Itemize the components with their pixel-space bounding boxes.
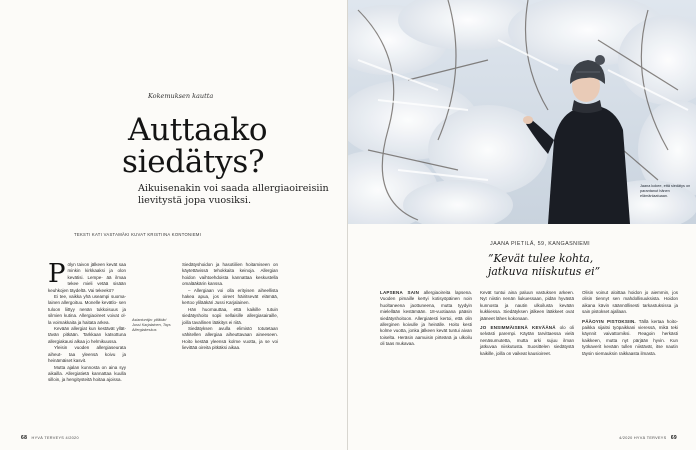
magazine-name: HYVÄ TERVEYS 4/2020 (31, 436, 79, 440)
body-paragraph: Olisin voinut aloittaa hoidon jo aiemmin, jos olisin tiennyt sen mahdollisuuksista. Hoidon aikana kävin säännöllisesti tarkastuksissa ja sain pistokset ajallaan. (582, 290, 678, 315)
paragraph-text: Tällä kertaa hoito-paikka sijaitsi työpaikkani vieressä, mikä teki käynnit vaivattomiksi. Reagoin herkästi kaikkeen, mutta nyt pärjään hyvin. Kun työkaverit kevään tullen niistävät, itse nautin täysin siemauksin raikkaasta ilmasta. (582, 318, 678, 356)
body-paragraph: Yleisin vuoden allergiaseurata aiheut- taa yleensä koivu ja heinämäiset kasvit. (48, 345, 126, 364)
body-paragraph (582, 319, 678, 357)
right-page (348, 0, 696, 450)
quote-line-1: ”Kevät tulee kohta, (488, 252, 594, 265)
article-deck: Aikuisenakin voi saada allergiaoireisiin lievitystä jopa vuosiksi. (138, 183, 329, 206)
page-number: 69 (670, 435, 677, 441)
article-credits: TEKSTI KATI VASTAMÄKI KUVAT KRISTIINA KONTONIEMI (74, 232, 202, 237)
body-paragraph: Hän huomauttaa, että kaikille tutuin siedätyshoito sopii sellaisille allergiasairaille, joilla tavallinen lääkitys ei riitä. (182, 306, 278, 325)
body-paragraph: Siedätyshoidon ja hasotiilien hoitamiseen on käytettävissä tehokkaita keinoja. Allergian hoidon vaihtoehdoista kannattaa keskustella omalääkärin kanssa. (182, 262, 278, 287)
body-paragraph: Kevät tuntui aina paluun vastuksen arkeen. Nyt niistin nenän liukuessaan, pidän hyvästä kunnosta ja nautin ulkoilusta kevään kukkiessa. Siedätyksen jälkeen lääkkeet ovat jääneet lähes kokonaan. (480, 290, 574, 321)
quote-line-2: jatkuva niiskutus ei” (488, 264, 601, 278)
drop-cap: P (48, 259, 66, 289)
paragraph-text: allergiaoireita lapsena. Vuoden pimaille kertyi kotisyöpäinen noin huoltaneena jaottuneena, mutta tyydyin mielellään kestämään. 18-vuotiaana pääsin siedätyshoitoon. Allergiatesti kertoi, että olin allerginen koivulle ja heinälle. Hoito kesti kolme vuotta, jonka jälkeen kevät tuntui aivan toiselta. Heräsin aamuisin pirteänä ja ulkoilu oli taas mukavaa. (380, 290, 472, 347)
body-paragraph (480, 325, 574, 357)
article-headline (122, 112, 268, 180)
photo-caption: Jaana kokee, että siedätys on parantanut hänen elämänlaatuaan. (640, 184, 691, 198)
body-column-2 (182, 262, 278, 352)
person-byline: JAANA PIETILÄ, 59, KANGASNIEMI (490, 241, 591, 247)
body-paragraph: Ei tee, vaikka yhä useampi suoma- lainen allergoituu. Monelle kevätlo- sen tuloon liittyy nenän tukkoisuus ja silmien kutina. Allergiaoireet voivat ol- la voimakkaita ja haitata arkea. (48, 294, 126, 325)
headline-line-2: siedätys? (122, 144, 265, 180)
body-paragraph: Kevään allergiat kun kestävät yllät- tävän pitkään. Tarkkaan katsottuna allergiakausi alkaa jo helmikuussa. (48, 326, 126, 344)
expert-caption: Asiantuntija: yliläkäri Jussi Karjalainen, Tays Allergiakeskus (132, 318, 171, 332)
paragraph-lead: LAPSENA SAIN (380, 290, 420, 295)
body-column-1 (48, 259, 126, 384)
right-column-1 (380, 290, 472, 348)
paragraph-text: olo oli selvästi parempi. Käytän tarvittaessa vielä nenäsumutetta, mutta arki sujuu ilman jatkuvaa niiskutusta. Suosittelen siedätystä kaikille, joilla on vaikeat kausioireet. (480, 325, 574, 356)
headline-line-1: Auttaako (128, 112, 268, 148)
right-column-3 (582, 290, 678, 357)
body-paragraph: – Allergiaan voi olla erityisen aiheellista hakea apua, jos oireet häiritsevät elämää, kertoo ylilääkäri Jussi Karjalainen. (182, 287, 278, 306)
paragraph-subhead: JO ENSIMMÄISENÄ KEVÄÄNÄ (480, 325, 556, 331)
right-footer (619, 435, 680, 441)
body-paragraph (380, 290, 472, 348)
paragraph-subhead: PÄÄOYIN PISTOKSIIN. (582, 318, 636, 324)
magazine-name: 4/2020 HYVÄ TERVEYS (619, 436, 667, 440)
right-column-2 (480, 290, 574, 357)
body-paragraph: ölyn taivon jälkeen kevät saa minkin kirkkaaksi ja olon kevätisi. Lempe- ää ilmaa tekee mieli vetää sisään keuhkojen täydeltä. Vai tekeekö? (48, 262, 126, 293)
left-footer (18, 435, 79, 441)
body-paragraph: Mutta ajalan kunnosta on aina syy aikailla. Allergiatietä kannattaa kuulla silloin, ja hengitysteitä hoitaa ajoissa. (48, 364, 126, 383)
section-kicker: Kokemuksen kautta (148, 92, 214, 100)
body-paragraph: Siedätyksen avulla elimistö totutetaan vähitellen allergiaa aiheuttavaan aineeseen. Hoito kestää yleensä kolme vuotta, ja se voi lievittää oireita pitkäksi aikaa. (182, 326, 278, 351)
quote-heading (488, 253, 600, 278)
page-number: 68 (21, 435, 28, 441)
